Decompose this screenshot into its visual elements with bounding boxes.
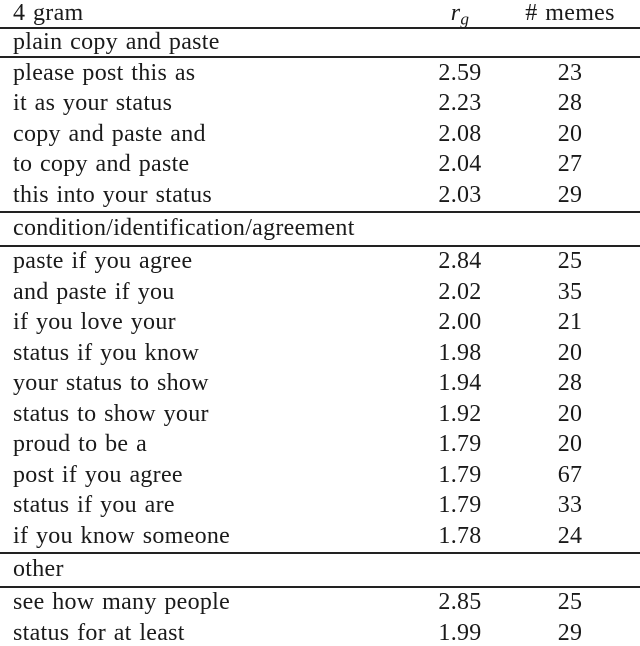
table-row [0,369,640,400]
memes-cell: 21 [557,309,583,336]
rg-cell: 2.04 [438,151,482,178]
table-row [0,58,640,89]
memes-cell: 33 [557,492,583,519]
column-header-memes: # memes [525,0,615,26]
table-row [0,277,640,308]
rg-cell: 1.98 [438,339,482,366]
ngram-cell: to copy and paste [13,151,190,178]
rg-cell: 2.03 [438,181,482,208]
memes-cell: 23 [557,59,583,86]
ngram-cell: status if you are [13,492,175,519]
ngram-cell: paste if you agree [13,248,193,275]
ngram-cell: your status to show [13,370,209,397]
column-header-4gram: 4 gram [13,0,84,26]
column-header-rg [406,0,514,27]
rg-cell: 2.23 [438,90,482,117]
rg-cell: 2.59 [438,59,482,86]
table-row [0,150,640,181]
memes-cell: 25 [557,248,583,275]
table-row [0,89,640,120]
table-row [0,521,640,552]
memes-cell: 29 [557,619,583,646]
table-row [0,247,640,278]
table-row [0,430,640,461]
table-row [0,588,640,619]
ngram-cell: see how many people [13,589,231,616]
memes-cell: 24 [557,522,583,549]
rg-cell: 2.84 [438,248,482,275]
rg-cell: 1.79 [438,492,482,519]
rg-cell: 1.79 [438,431,482,458]
rg-cell: 1.94 [438,370,482,397]
memes-cell: 20 [557,431,583,458]
table-row [0,399,640,430]
section-label: other [13,556,64,582]
table-row [0,460,640,491]
ngram-cell: post if you agree [13,461,183,488]
rg-cell: 2.85 [438,589,482,616]
section-label: plain copy and paste [13,29,220,55]
memes-cell: 35 [557,278,583,305]
memes-cell: 20 [557,400,583,427]
ngram-cell: status if you know [13,339,200,366]
rg-cell: 2.08 [438,120,482,147]
rg-base: r [450,0,461,26]
section-row-condition-identification-agreement [0,211,640,247]
ngram-cell: and paste if you [13,278,175,305]
ngram-cell: this into your status [13,181,213,208]
memes-cell: 67 [557,461,583,488]
rg-cell: 1.79 [438,461,482,488]
ngram-cell: please post this as [13,59,196,86]
memes-cell: 25 [557,589,583,616]
ngram-cell: proud to be a [13,431,148,458]
ngram-cell: copy and paste and [13,120,206,147]
memes-cell: 28 [557,90,583,117]
table-row [0,491,640,522]
section-row-plain-copy-and-paste [0,29,640,58]
table-row [0,308,640,339]
table-row [0,338,640,369]
rg-cell: 2.00 [438,309,482,336]
table-header-row [0,0,640,29]
ngram-cell: status for at least [13,619,185,646]
table-row [0,119,640,150]
table-row [0,180,640,211]
rg-cell: 1.78 [438,522,482,549]
table-row [0,618,640,646]
rg-cell: 1.99 [438,619,482,646]
memes-cell: 27 [557,151,583,178]
memes-cell: 20 [557,339,583,366]
ngram-cell: status to show your [13,400,209,427]
rg-cell: 1.92 [438,400,482,427]
section-row-other [0,552,640,588]
ngram-cell: it as your status [13,90,173,117]
rg-subscript: g [460,9,470,29]
ngram-cell: if you love your [13,309,176,336]
memes-cell: 28 [557,370,583,397]
ngram-cell: if you know someone [13,522,231,549]
memes-cell: 20 [557,120,583,147]
memes-cell: 29 [557,181,583,208]
section-label: condition/identification/agreement [13,215,355,241]
rg-cell: 2.02 [438,278,482,305]
